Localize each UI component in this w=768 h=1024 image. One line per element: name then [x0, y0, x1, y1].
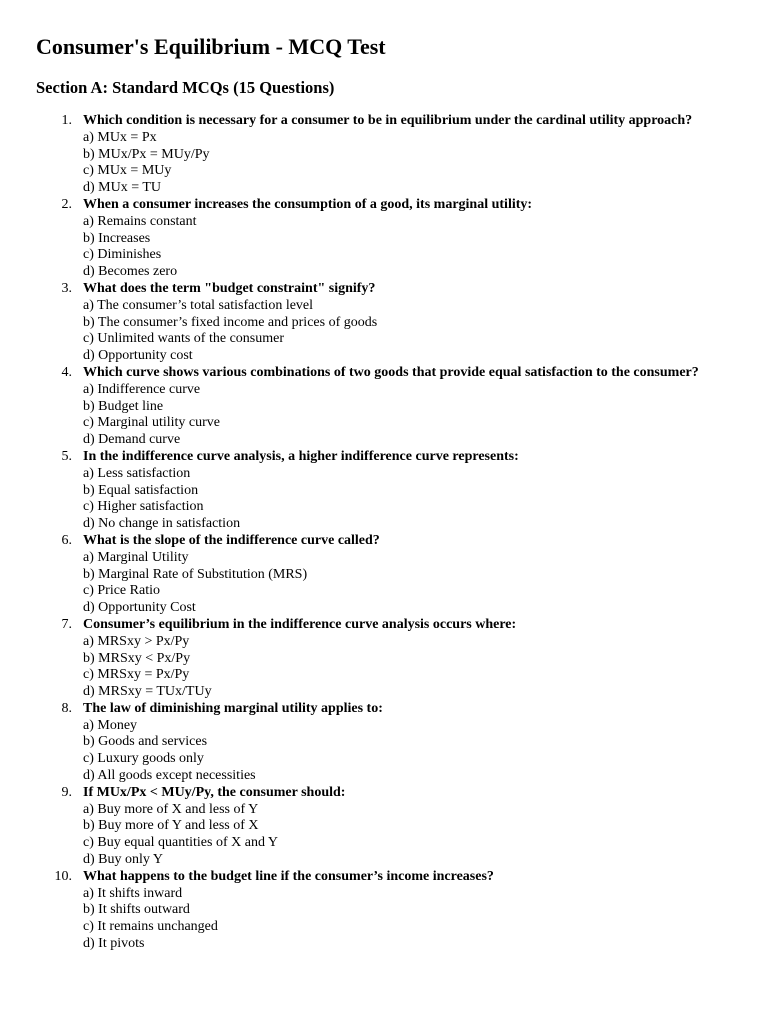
- question-number: 4.: [61, 364, 72, 380]
- page-title: Consumer's Equilibrium - MCQ Test: [36, 34, 386, 59]
- answer-option: b) It shifts outward: [83, 902, 190, 918]
- answer-option: a) Less satisfaction: [83, 465, 191, 481]
- question-item: [36, 365, 732, 449]
- answer-option: d) Becomes zero: [83, 264, 178, 280]
- answer-option: c) It remains unchanged: [83, 919, 218, 935]
- answer-option: a) Indifference curve: [83, 381, 201, 397]
- question-number: 7.: [61, 616, 72, 632]
- answer-option: d) Demand curve: [83, 432, 181, 448]
- answer-option: b) Equal satisfaction: [83, 482, 199, 498]
- question-item: [36, 113, 732, 197]
- answer-option: a) Marginal Utility: [83, 549, 189, 565]
- answer-option: c) Higher satisfaction: [83, 499, 204, 515]
- question-number: 2.: [61, 196, 72, 212]
- answer-option: a) It shifts inward: [83, 885, 183, 901]
- answer-option: a) Remains constant: [83, 213, 197, 229]
- question-number: 3.: [61, 280, 72, 296]
- question-item: [36, 449, 732, 533]
- question-text: Which condition is necessary for a consumer to be in equilibrium under the cardinal utility approach?: [83, 113, 693, 128]
- answer-option: b) MUx/Px = MUy/Py: [83, 146, 210, 162]
- question-text: In the indifference curve analysis, a higher indifference curve represents:: [83, 448, 519, 464]
- answer-option: a) Buy more of X and less of Y: [83, 801, 259, 817]
- answer-option: c) Unlimited wants of the consumer: [83, 331, 285, 347]
- question-item: [36, 701, 732, 785]
- answer-option: c) Luxury goods only: [83, 751, 204, 767]
- answer-option: a) The consumer’s total satisfaction level: [83, 297, 314, 313]
- question-text: Which curve shows various combinations of two goods that provide equal satisfaction to the consumer?: [83, 364, 699, 380]
- answer-option: c) MRSxy = Px/Py: [83, 667, 190, 683]
- question-number: 10.: [54, 868, 72, 884]
- answer-option: b) The consumer’s fixed income and prices of goods: [83, 314, 378, 330]
- question-item: [36, 617, 732, 701]
- question-item: [36, 533, 732, 617]
- question-item: [36, 869, 732, 953]
- answer-option: c) MUx = MUy: [83, 163, 172, 179]
- question-list: [36, 113, 732, 953]
- answer-option: b) Marginal Rate of Substitution (MRS): [83, 566, 308, 582]
- answer-option: c) Price Ratio: [83, 583, 160, 599]
- answer-option: d) All goods except necessities: [83, 768, 256, 784]
- question-text: If MUx/Px < MUy/Py, the consumer should:: [83, 784, 346, 800]
- question-number: 6.: [61, 532, 72, 548]
- question-number: 5.: [61, 448, 72, 464]
- question-text: When a consumer increases the consumption of a good, its marginal utility:: [83, 196, 533, 212]
- question-number: 9.: [61, 784, 72, 800]
- question-text: What is the slope of the indifference curve called?: [83, 532, 380, 548]
- answer-option: a) MUx = Px: [83, 129, 157, 145]
- section-title: Section A: Standard MCQs (15 Questions): [36, 78, 335, 97]
- answer-option: b) Buy more of Y and less of X: [83, 818, 259, 834]
- answer-option: b) MRSxy < Px/Py: [83, 650, 191, 666]
- question-text: What does the term "budget constraint" signify?: [83, 280, 376, 296]
- answer-option: a) Money: [83, 717, 138, 733]
- answer-option: d) MRSxy = TUx/TUy: [83, 684, 212, 700]
- answer-option: c) Diminishes: [83, 247, 162, 263]
- question-item: [36, 197, 732, 281]
- answer-option: d) Opportunity cost: [83, 348, 193, 364]
- answer-option: c) Buy equal quantities of X and Y: [83, 835, 279, 851]
- answer-option: b) Budget line: [83, 398, 164, 414]
- answer-option: b) Increases: [83, 230, 151, 246]
- question-text: What happens to the budget line if the consumer’s income increases?: [83, 868, 494, 884]
- answer-option: d) Buy only Y: [83, 852, 163, 868]
- question-number: 8.: [61, 700, 72, 716]
- answer-option: c) Marginal utility curve: [83, 415, 220, 431]
- answer-option: b) Goods and services: [83, 734, 208, 750]
- answer-option: d) No change in satisfaction: [83, 516, 241, 532]
- question-item: [36, 281, 732, 365]
- question-item: [36, 785, 732, 869]
- question-text: Consumer’s equilibrium in the indifference curve analysis occurs where:: [83, 616, 517, 632]
- answer-option: d) It pivots: [83, 936, 145, 952]
- question-number: 1.: [61, 113, 72, 128]
- question-text: The law of diminishing marginal utility applies to:: [83, 700, 383, 716]
- answer-option: a) MRSxy > Px/Py: [83, 633, 190, 649]
- answer-option: d) MUx = TU: [83, 180, 162, 196]
- answer-option: d) Opportunity Cost: [83, 600, 196, 616]
